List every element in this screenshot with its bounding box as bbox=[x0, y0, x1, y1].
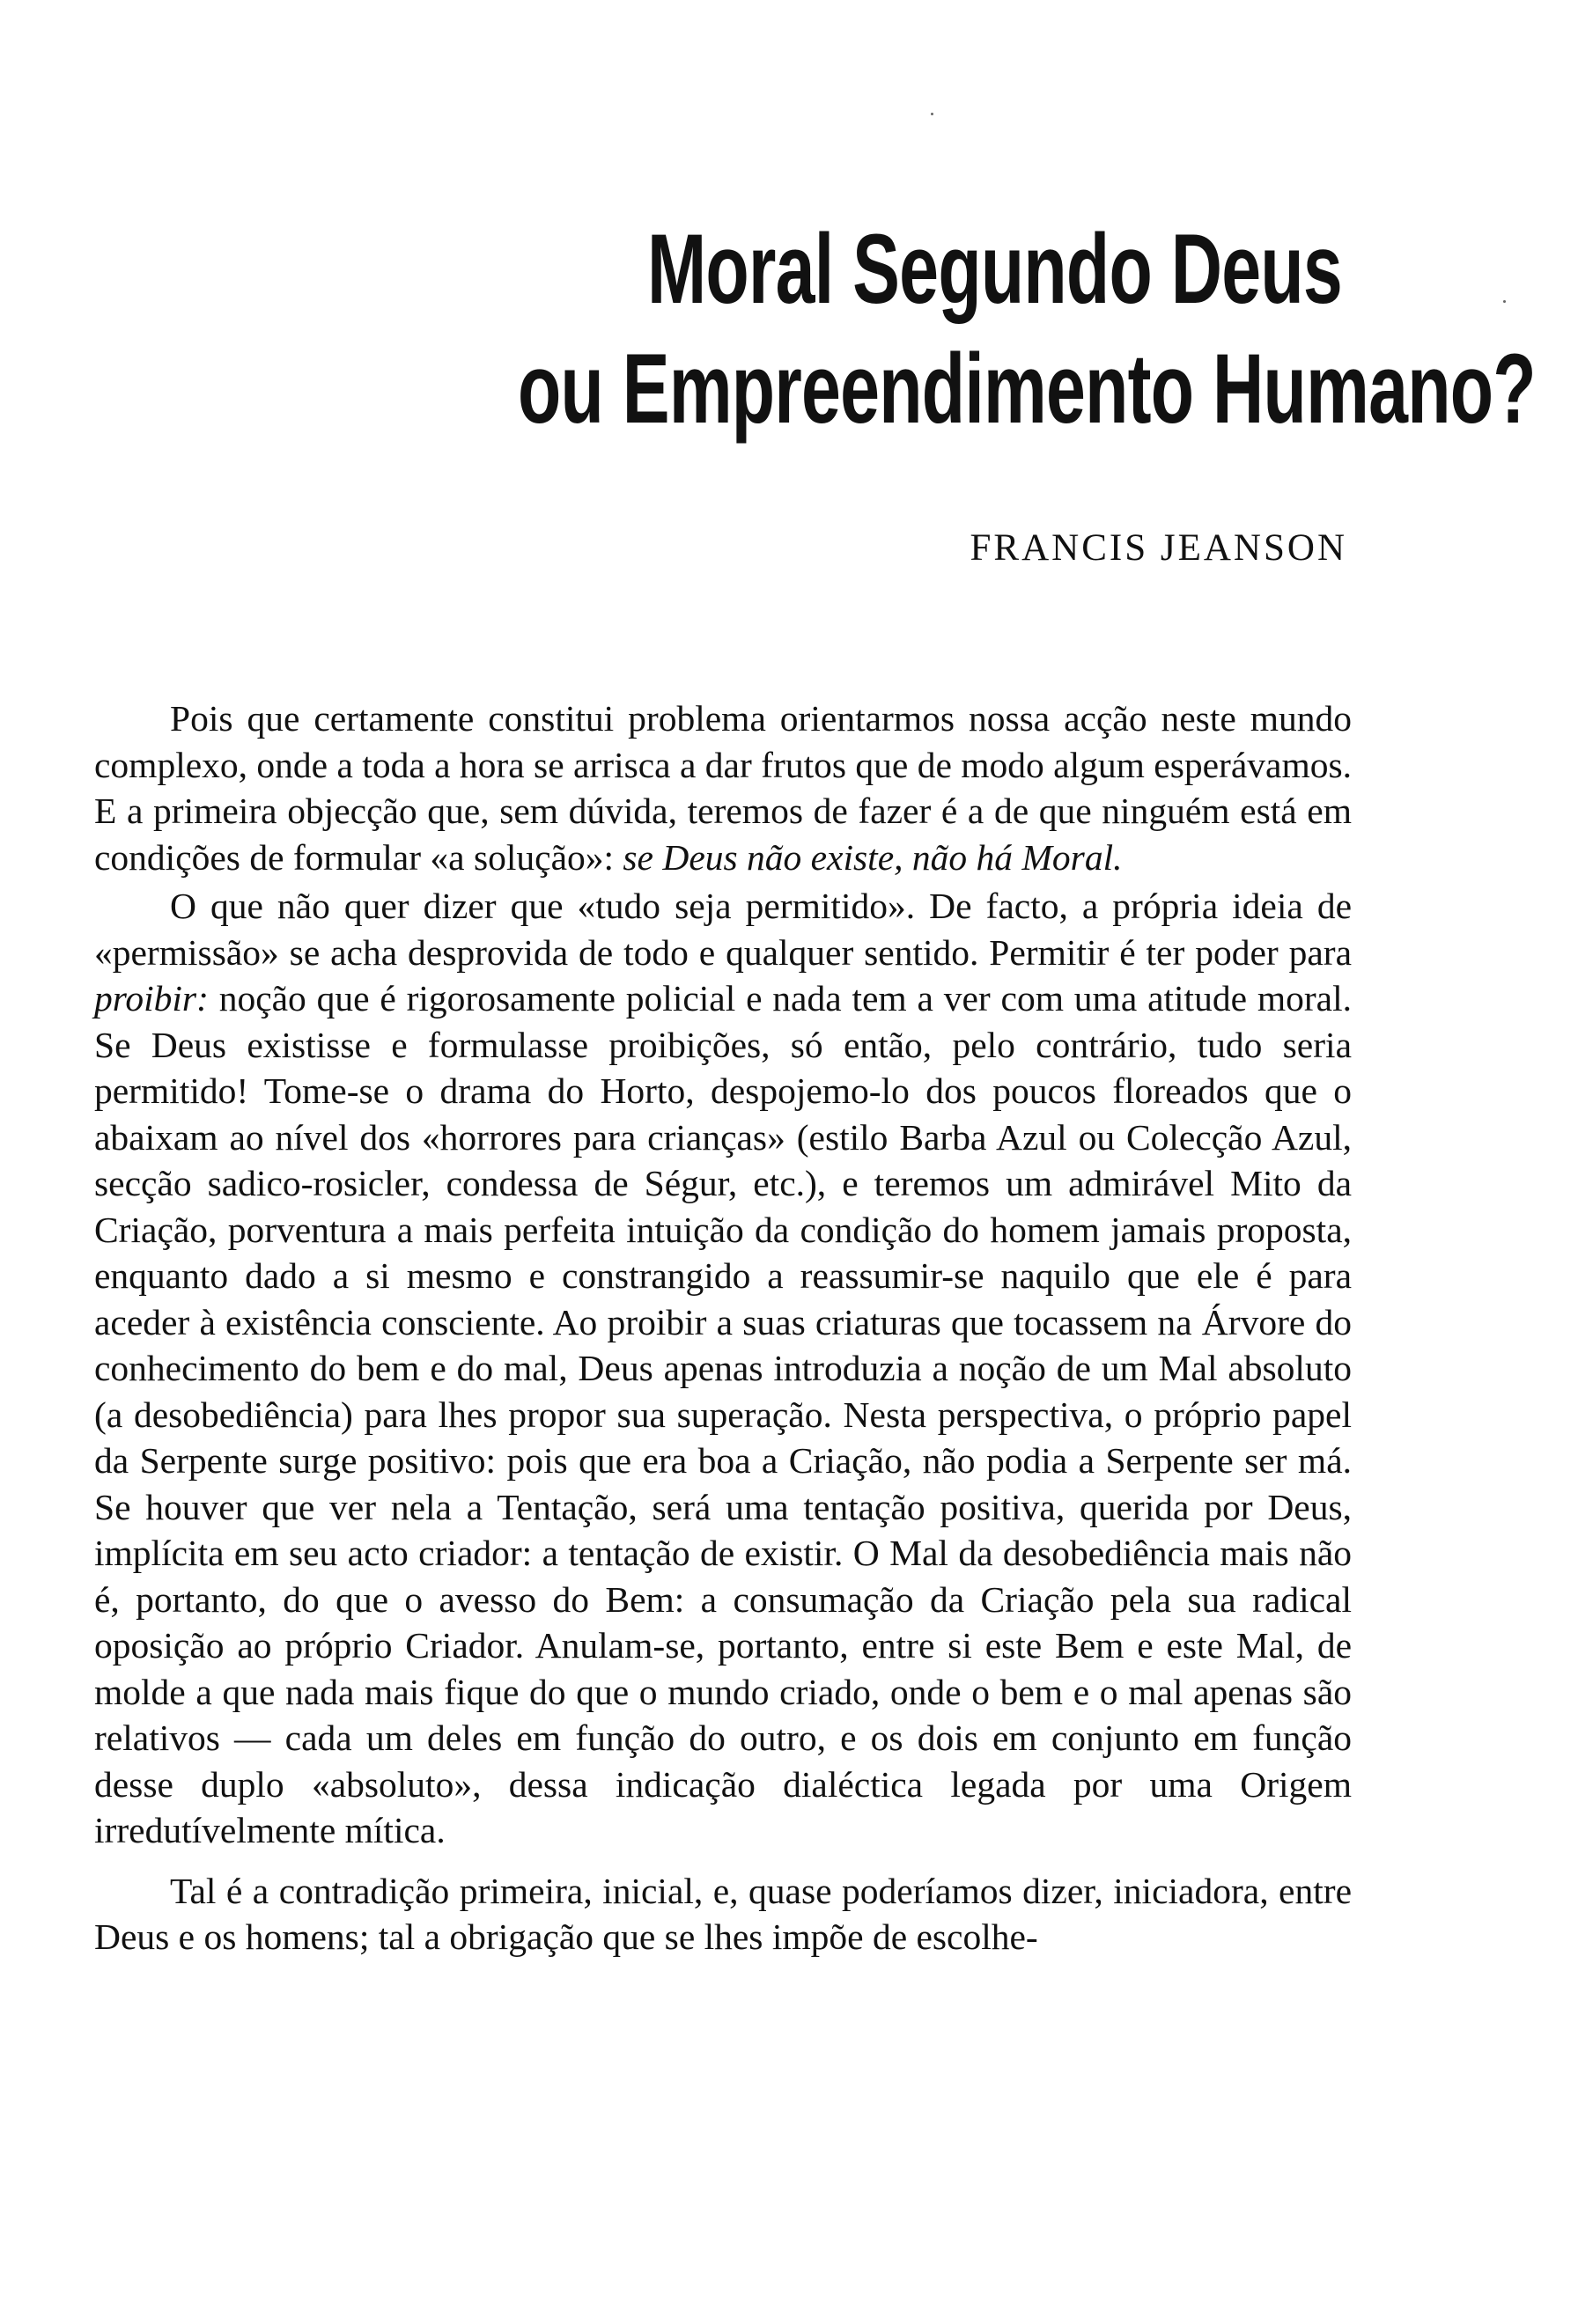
paragraph-2-text-b: noção que é rigorosamente policial e nada tem a ver com uma atitude moral. Se Deus existisse e formulasse proibições, só então, pelo contrário, tudo seria permitido! Tome-se o drama do Horto, despojemo-lo dos poucos floreados que o abaixam ao nível dos «horrores para crianças» (estilo Barba Azul ou Colecção Azul, secção sadico-rosicler, condessa de Ségur, etc.), e teremos um admirável Mito da Criação, porventura a mais perfeita intuição da condição do homem jamais proposta, enquanto dado a si mesmo e constrangido a reassumir-se naquilo que ele é para aceder à existência consciente. Ao proibir a suas criaturas que tocassem na Árvore do conhecimento do bem e do mal, Deus apenas introduzia a noção de um Mal absoluto (a desobediência) para lhes propor sua superação. Nesta perspectiva, o próprio papel da Serpente surge positivo: pois que era boa a Criação, não podia a Serpente ser má. Se houver que ver nela a Tentação, será uma tentação positiva, querida por Deus, implícita em seu acto criador: a tentação de existir. O Mal da desobediência mais não é, portanto, do que o avesso do Bem: a consumação da Criação pela sua radical oposição ao próprio Criador. Anulam-se, portanto, entre si este Bem e este Mal, de molde a que nada mais fique do que o mundo criado, onde o bem e o mal apenas são relativos — cada um deles em função do outro, e os dois em conjunto em função desse duplo «absoluto», dessa indicação dialéctica legada por uma Origem irredutívelmente mítica. bbox=[94, 978, 1352, 1850]
print-speck bbox=[1503, 300, 1506, 303]
paragraph-1-text: Pois que certamente constitui problema orientarmos nossa acção neste mundo complexo, onde a toda a hora se arrisca a dar frutos que de modo algum esperávamos. E a primeira objecção que, sem dúvida, teremos de fazer é a de que ninguém está em condições de formular «a solução»: bbox=[94, 698, 1352, 878]
article-author: FRANCIS JEANSON bbox=[970, 527, 1347, 569]
article-title-line-2: ou Empreendimento Humano? bbox=[517, 334, 1536, 444]
paragraph-2 bbox=[94, 883, 1352, 1854]
paragraph-2-text-a: O que não quer dizer que «tudo seja permitido». De facto, a própria ideia de «permissão» se acha desprovida de todo e qualquer sentido. Permitir é ter poder para bbox=[94, 886, 1352, 973]
print-speck bbox=[931, 113, 933, 115]
paragraph-2-italic: proibir: bbox=[94, 978, 209, 1019]
paragraph-1 bbox=[94, 695, 1352, 880]
paragraph-3-text: Tal é a contradição primeira, inicial, e, quase poderíamos dizer, iniciadora, entre Deus e os homens; tal a obrigação que se lhes impõe de escolhe- bbox=[94, 1870, 1352, 1957]
paragraph-3 bbox=[94, 1868, 1352, 1960]
paragraph-1-italic: se Deus não existe, não há Moral. bbox=[623, 836, 1123, 878]
article-title bbox=[517, 210, 1536, 449]
article-title-line-1: Moral Segundo Deus bbox=[646, 214, 1342, 324]
article-body bbox=[94, 695, 1352, 1960]
